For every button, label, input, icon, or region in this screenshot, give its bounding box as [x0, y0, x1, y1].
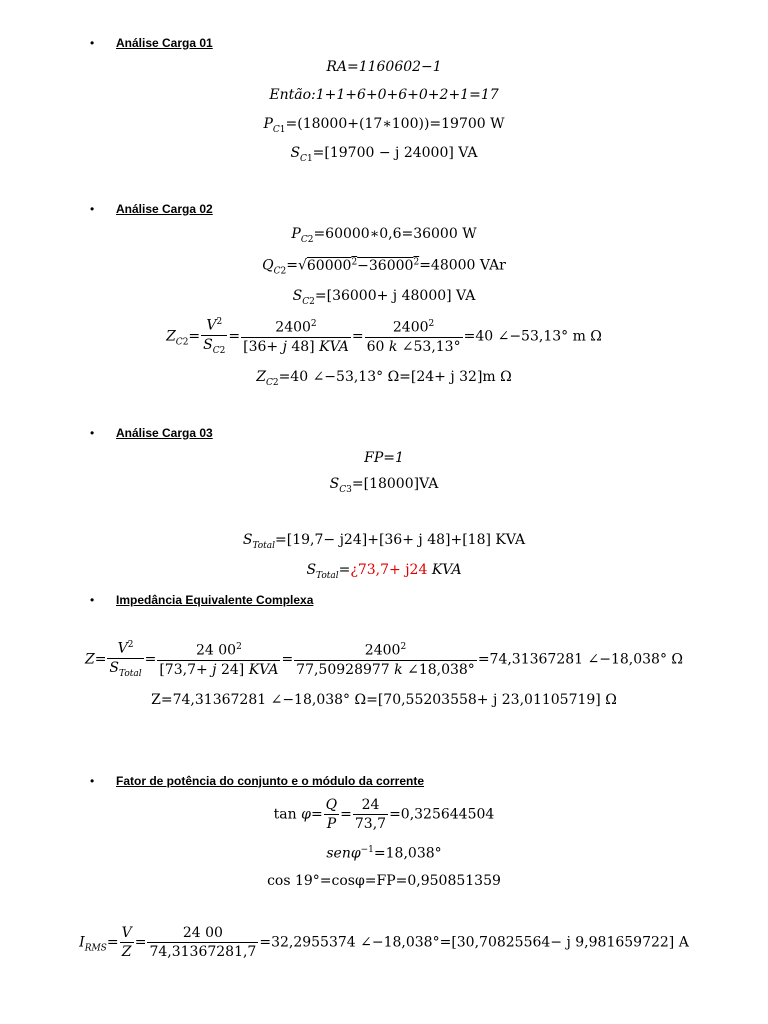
bullet: • — [90, 426, 95, 440]
bullet: • — [90, 593, 95, 607]
equation-stotal-sum: $S_{Total}=[19,7- j24]+[36+ j$ 48]+[18] KVA — [242, 532, 526, 551]
equation-qc2: $Q_{C2}=√60000^2-36000^2=48000$ VAr — [262, 257, 506, 277]
equation-irms: $I_{RMS}=$ $\frac{V}{Z}$ = $\frac{24 00}{74,31367281,7}$ =32,2955374 ∠−18,038°=[30,70825564− j 9,981659722] A — [79, 925, 689, 960]
equation-sen: senφ$^{-1}$=18,038° — [326, 845, 442, 862]
error-text: ¿73,7+ j24 — [350, 562, 428, 578]
bullet: • — [90, 36, 95, 50]
equation-sc1: $S_{C1}=[19700 - j$ 24000] VA — [290, 145, 478, 164]
equation-cos: cos 19°=cosφ=FP=0,950851359 — [267, 873, 501, 889]
equation-entao: Então:1+1+6+0+6+0+2+1=17 — [269, 87, 499, 103]
equation-z-fraction: Z= $\frac{V^2}{S_{Total}}$ = $\frac{24 00^2}{\text{[73,7+ j 24] KVA}}$ = $\frac{2400^2}{77,50928977 k \angle 18,038^\circ}$ =74,31367281 ∠−18,038° Ω — [84, 640, 684, 679]
equation-pc1: $P_{C1}=(18000+(17∗100))=19700$ W — [263, 116, 505, 135]
heading-impedancia: Impedância Equivalente Complexa — [116, 593, 314, 607]
equation-fp: FP=1 — [364, 450, 404, 466]
heading-carga-03: Análise Carga 03 — [116, 426, 213, 440]
heading-carga-02: Análise Carga 02 — [116, 202, 213, 216]
heading-carga-01: Análise Carga 01 — [116, 36, 213, 50]
bullet: • — [90, 202, 95, 216]
equation-zc2-fraction: $Z_{C2}=$ $\frac{V^2}{S_{C2}}$ = $\frac{2400^2}{\text{[36+ j 48] KVA}}$ = $\frac{2400^2}{60 k \angle 53,13^\circ}$ =40 ∠−53,13° m Ω — [166, 317, 602, 356]
equation-ra: RA=1160602−1 — [326, 59, 442, 75]
equation-zc2-rect: $Z_{C2}=40$ ∠−53,13° Ω=[24+ j 32]m Ω — [256, 369, 512, 388]
equation-z-rect: Z=74,31367281 ∠−18,038° Ω=[70,55203558+ j 23,01105719] Ω — [151, 692, 617, 708]
equation-sc2: $S_{C2}=[36000+ j$ 48000] VA — [292, 288, 476, 307]
equation-pc2: $P_{C2}=60000∗0,6=36000$ W — [291, 226, 477, 245]
equation-tan: tan φ= $\frac{Q}{P}$ = $\frac{24}{73,7}$ =0,325644504 — [273, 797, 495, 832]
equation-sc3: $S_{C3}=[18000]VA$ — [329, 476, 439, 495]
bullet: • — [90, 774, 95, 788]
heading-fator-potencia: Fator de potência do conjunto e o módulo da corrente — [116, 774, 425, 788]
equation-stotal-result: $S_{Total}=¿73,7+ j24$ KVA — [306, 562, 462, 581]
